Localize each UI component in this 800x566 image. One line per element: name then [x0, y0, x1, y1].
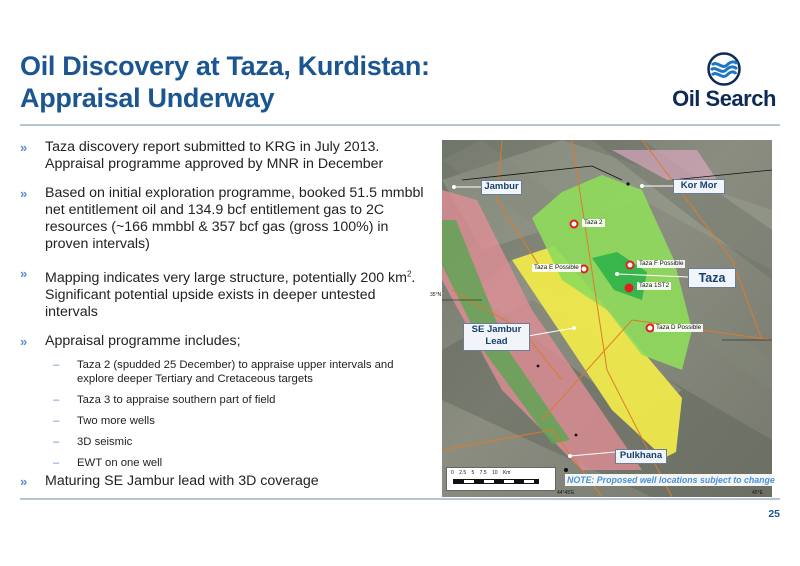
- taza-d-well-icon: [647, 325, 654, 332]
- lead-label: Lead: [485, 336, 508, 347]
- longitude-label-1: 44°45'E: [557, 490, 575, 496]
- scale-bar: [446, 467, 556, 491]
- dash-icon: –: [53, 456, 60, 469]
- bullet-item: [20, 185, 430, 253]
- bullet-chevron-icon: »: [20, 333, 28, 349]
- bullet-chevron-icon: »: [20, 474, 28, 489]
- kor-mor-callout: Kor Mor: [673, 179, 725, 194]
- sub-item: – Taza 2 (spudded 25 December) to appraise upper intervals and explore deeper Tertiary and Cretaceous targets: [53, 358, 394, 385]
- logo-wordmark: Oil Search: [672, 86, 776, 111]
- taza-2-well-icon: [571, 221, 578, 228]
- taza-1st2-label: Taza 1ST2: [639, 282, 670, 289]
- latitude-label: 35°N: [430, 292, 442, 298]
- map-note: NOTE: Proposed well locations subject to change: [567, 475, 775, 485]
- bullet-text: Taza discovery report submitted to KRG in July 2013. Appraisal programme approved by MNR in December: [45, 139, 384, 172]
- taza-f-possible-label: Taza F Possible: [639, 260, 684, 267]
- pulkhana-callout: Pulkhana: [615, 449, 667, 464]
- bullet-item: [20, 139, 430, 173]
- bullet-item: [20, 265, 430, 321]
- page-number: 25: [768, 508, 780, 520]
- sub-item: – 3D seismic: [53, 435, 133, 448]
- bullet-text: Maturing SE Jambur lead with 3D coverage: [45, 473, 319, 489]
- slide-title: [20, 50, 430, 114]
- jambur-callout: Jambur: [481, 180, 522, 195]
- taza-e-well-icon: [581, 266, 588, 273]
- bullet-chevron-icon: »: [20, 140, 28, 155]
- bullet-text: Based on initial exploration programme, booked 51.5 mmbbl net entitlement oil and 134.9 bcf entitlement gas to 2C resources (~166 mmbbl & 357 bcf gas (gross 100%) in proven intervals): [45, 185, 424, 252]
- se-jambur-lead-callout: [463, 323, 530, 351]
- scale-bar-graphic: [453, 479, 539, 484]
- bullet-text: Mapping indicates very large structure, potentially 200 $km^2$. Significant potential upside exists in deeper untested intervals: [45, 269, 416, 320]
- taza-f-well-icon: [627, 262, 634, 269]
- taza-1st2-well-icon: [625, 284, 634, 293]
- bullet-chevron-icon: »: [20, 186, 28, 201]
- title-line-2: Appraisal Underway: [20, 83, 275, 113]
- scale-ticks: 0 2.5 5 7.5 10 Km: [451, 470, 511, 476]
- sub-item: – EWT on one well: [53, 456, 163, 469]
- dash-icon: –: [53, 358, 60, 371]
- bullet-item: [20, 333, 430, 350]
- se-jambur-label: SE Jambur: [471, 324, 522, 335]
- bullet-text: Appraisal programme includes;: [45, 332, 241, 349]
- taza-callout: Taza: [688, 268, 736, 288]
- title-line-1: Oil Discovery at Taza, Kurdistan:: [20, 51, 430, 81]
- taza-e-possible-label: Taza E Possible: [534, 264, 579, 271]
- header-divider: [20, 124, 780, 126]
- oil-search-logo: [668, 52, 780, 114]
- taza-2-label: Taza 2: [584, 219, 603, 226]
- bullet-item: [20, 473, 319, 490]
- taza-d-possible-label: Taza D Possible: [656, 324, 702, 331]
- footer-divider: [20, 498, 780, 500]
- dash-icon: –: [53, 414, 60, 427]
- dash-icon: –: [53, 393, 60, 406]
- bullet-chevron-icon: »: [20, 266, 28, 281]
- sub-item: – Taza 3 to appraise southern part of field: [53, 393, 276, 406]
- longitude-label-2: 45°E: [752, 490, 763, 496]
- bullet-list: [20, 139, 430, 489]
- oil-search-swirl-icon: [705, 52, 743, 86]
- sub-item: – Two more wells: [53, 414, 155, 427]
- dash-icon: –: [53, 435, 60, 448]
